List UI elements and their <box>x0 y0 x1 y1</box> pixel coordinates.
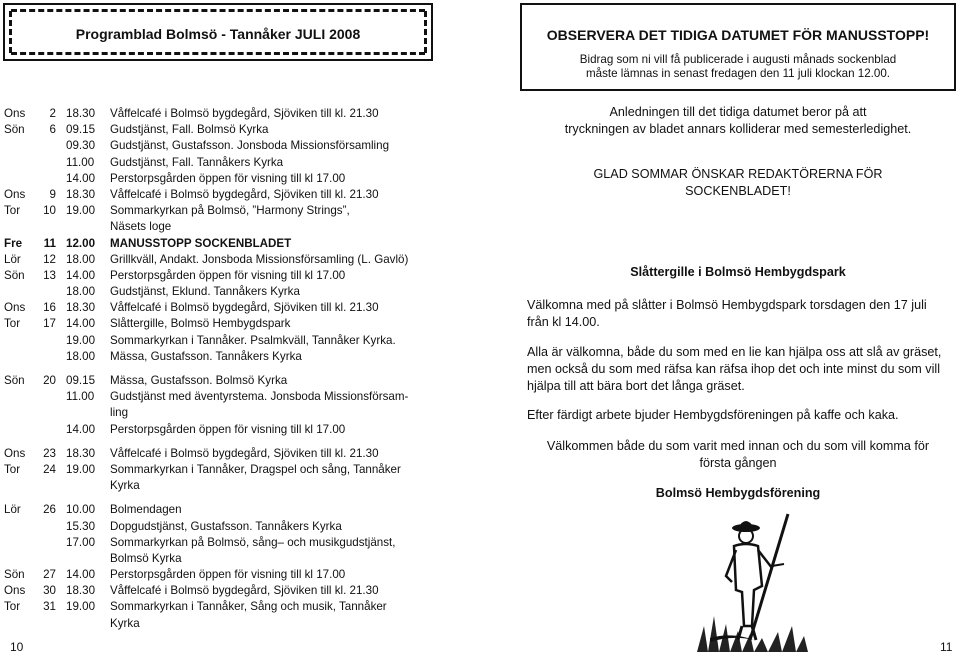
notice-line: måste lämnas in senast fredagen den 11 juli klockan 12.00. <box>586 67 890 80</box>
reason-text <box>527 104 949 138</box>
schedule-row <box>4 236 444 252</box>
welcome-paragraph <box>527 438 949 472</box>
schedule-event: Sommarkyrkan på Bolmsö, sång– och musikgudstjänst, <box>110 535 396 549</box>
schedule-day: Ons <box>4 301 26 315</box>
signature: Bolmsö Hembygdsförening <box>655 486 821 500</box>
schedule-time: 14.00 <box>66 317 96 331</box>
schedule-event: Kyrka <box>110 616 140 630</box>
schedule-row <box>4 268 444 284</box>
schedule-time: 18.30 <box>66 107 96 120</box>
schedule-time: 09.15 <box>66 123 96 137</box>
schedule-time: 11.00 <box>66 390 95 404</box>
schedule-day: Lör <box>4 503 21 517</box>
schedule-row <box>4 535 444 551</box>
border-decoration <box>11 52 425 55</box>
schedule-day: Tor <box>4 204 21 218</box>
schedule-day: Ons <box>4 187 26 201</box>
schedule-date: 26 <box>43 503 56 517</box>
schedule-time: 09.30 <box>66 139 96 153</box>
schedule-date: 23 <box>43 446 56 460</box>
schedule-event: Bolmsö Kyrka <box>110 551 182 565</box>
schedule-row <box>4 446 444 462</box>
schedule-day: Fre <box>4 236 23 250</box>
schedule-day: Tor <box>4 600 21 614</box>
schedule-time: 09.15 <box>66 374 96 387</box>
scythe-man-illustration <box>692 506 812 654</box>
notice-line: Bidrag som ni vill få publicerade i augusti månads sockenblad <box>579 53 897 66</box>
schedule-date: 27 <box>43 568 56 582</box>
schedule-time: 10.00 <box>66 503 96 517</box>
schedule-event: Våffelcafé i Bolmsö bygdegård, Sjöviken till kl. 21.30 <box>110 187 379 201</box>
schedule-date: 16 <box>43 301 56 315</box>
schedule-event: Perstorpsgården öppen för visning till kl 17.00 <box>110 268 346 282</box>
schedule-time: 18.30 <box>66 446 96 460</box>
welcome-line: Välkommen både du som varit med innan och du som vill komma för <box>546 439 930 453</box>
schedule-row <box>4 122 444 138</box>
notice-title: OBSERVERA DET TIDIGA DATUMET FÖR MANUSSTOPP! <box>546 27 930 43</box>
schedule-time: 14.00 <box>66 171 96 185</box>
schedule-row <box>4 203 444 219</box>
deadline-notice-box <box>520 3 956 91</box>
schedule-event: Bolmendagen <box>110 503 182 517</box>
schedule-event: Sommarkyrkan i Tannåker, Sång och musik, Tannåker <box>110 600 387 614</box>
schedule-row <box>4 599 444 615</box>
schedule-date: 30 <box>43 584 56 598</box>
slattergille-heading: Slåttergille i Bolmsö Hembygdspark <box>630 265 846 279</box>
greeting-line: SOCKENBLADET! <box>685 184 791 198</box>
schedule-time: 19.00 <box>66 462 96 476</box>
schedule-event: Gudstjänst, Eklund. Tannåkers Kyrka <box>110 285 300 299</box>
schedule-event: Grillkväll, Andakt. Jonsboda Missionsförsamling (L. Gavlö) <box>110 252 409 266</box>
schedule-row <box>4 462 444 478</box>
schedule-event: Våffelcafé i Bolmsö bygdegård, Sjöviken till kl. 21.30 <box>110 446 379 460</box>
schedule-date: 20 <box>43 374 56 387</box>
schedule-day: Tor <box>4 317 21 331</box>
schedule-time: 19.00 <box>66 333 96 347</box>
schedule-time: 18.00 <box>66 285 96 299</box>
schedule-row <box>4 502 444 518</box>
schedule-date: 17 <box>43 317 56 331</box>
schedule-time: 18.30 <box>66 301 96 315</box>
schedule-event: Gudstjänst, Gustafsson. Jonsboda Missionsförsamling <box>110 139 390 153</box>
schedule-row <box>4 138 444 154</box>
schedule-row <box>4 373 444 389</box>
row-gap <box>4 365 444 373</box>
schedule-row <box>4 219 444 235</box>
page-number-right: 11 <box>940 640 953 654</box>
schedule-event: Mässa, Gustafsson. Tannåkers Kyrka <box>110 349 302 363</box>
schedule-row <box>4 519 444 535</box>
schedule-time: 17.00 <box>66 535 96 549</box>
schedule-time: 14.00 <box>66 568 96 582</box>
schedule-event: Perstorpsgården öppen för visning till kl 17.00 <box>110 568 346 582</box>
schedule-row <box>4 389 444 405</box>
schedule-day: Sön <box>4 374 25 387</box>
page-number-left: 10 <box>10 640 24 654</box>
schedule-event: Våffelcafé i Bolmsö bygdegård, Sjöviken till kl. 21.30 <box>110 584 379 598</box>
schedule-event: Sommarkyrkan i Tannåker. Psalmkväll, Tannåker Kyrka. <box>110 333 396 347</box>
schedule-day: Ons <box>4 446 26 460</box>
schedule-date: 11 <box>43 236 56 250</box>
schedule-time: 12.00 <box>66 236 96 250</box>
schedule-time: 19.00 <box>66 204 96 218</box>
schedule-row <box>4 252 444 268</box>
reason-line: Anledningen till det tidiga datumet beror på att <box>609 105 867 119</box>
program-header-box <box>3 3 433 61</box>
schedule-row <box>4 616 444 632</box>
schedule-row <box>4 316 444 332</box>
schedule-row <box>4 349 444 365</box>
schedule-event: Kyrka <box>110 479 140 493</box>
schedule-day: Sön <box>4 268 25 282</box>
schedule-row <box>4 171 444 187</box>
schedule-time: 18.30 <box>66 584 96 598</box>
schedule-date: 6 <box>49 123 56 137</box>
schedule-row <box>4 551 444 567</box>
schedule-row <box>4 422 444 438</box>
row-gap <box>4 494 444 502</box>
schedule-row <box>4 567 444 583</box>
schedule-time: 14.00 <box>66 422 96 436</box>
slattergille-paragraph: Alla är välkomna, både du som med en lie kan hjälpa oss att slå av gräset, men också du som med räfsa kan räfsa ihop det och inte minst du som vill hjälpa till att bära bort det långa gräset. <box>527 345 942 393</box>
schedule-event: Slåttergille, Bolmsö Hembygdspark <box>110 317 291 331</box>
schedule-event: Gudstjänst, Fall. Bolmsö Kyrka <box>110 123 269 137</box>
schedule-row <box>4 478 444 494</box>
schedule-event: Dopgudstjänst, Gustafsson. Tannåkers Kyrka <box>110 519 342 533</box>
schedule-event: Sommarkyrkan i Tannåker, Dragspel och sång, Tannåker <box>110 462 401 476</box>
greeting-line: GLAD SOMMAR ÖNSKAR REDAKTÖRERNA FÖR <box>593 167 883 181</box>
schedule-event: Våffelcafé i Bolmsö bygdegård, Sjöviken till kl. 21.30 <box>110 301 379 315</box>
schedule-row <box>4 284 444 300</box>
schedule-event: Sommarkyrkan på Bolmsö, ”Harmony Strings”, <box>110 204 350 218</box>
schedule-date: 2 <box>49 107 56 120</box>
program-title: Programblad Bolmsö - Tannåker JULI 2008 <box>75 26 361 42</box>
schedule-row <box>4 155 444 171</box>
schedule-day: Ons <box>4 107 26 120</box>
schedule-event: Näsets loge <box>110 220 172 234</box>
schedule-row <box>4 583 444 599</box>
schedule-row <box>4 187 444 203</box>
schedule-row <box>4 405 444 421</box>
schedule-time: 18.30 <box>66 187 96 201</box>
schedule-row <box>4 300 444 316</box>
schedule-day: Sön <box>4 123 25 137</box>
slattergille-paragraph: Efter färdigt arbete bjuder Hembygdsföreningen på kaffe och kaka. <box>527 408 899 422</box>
summer-greeting <box>527 166 949 200</box>
slattergille-paragraph: Välkomna med på slåtter i Bolmsö Hembygdspark torsdagen den 17 juli från kl 14.00. <box>527 298 927 329</box>
row-gap <box>4 438 444 446</box>
schedule-event: Perstorpsgården öppen för visning till kl 17.00 <box>110 422 346 436</box>
schedule-time: 18.00 <box>66 349 96 363</box>
schedule-date: 10 <box>43 204 56 218</box>
schedule-row <box>4 333 444 349</box>
schedule-date: 12 <box>43 252 56 266</box>
schedule-event: MANUSSTOPP SOCKENBLADET <box>110 236 292 250</box>
schedule-time: 18.00 <box>66 252 96 266</box>
schedule-event: Gudstjänst, Fall. Tannåkers Kyrka <box>110 155 284 169</box>
schedule-event: Mässa, Gustafsson. Bolmsö Kyrka <box>110 374 288 387</box>
schedule-date: 13 <box>43 268 56 282</box>
schedule-date: 31 <box>43 600 56 614</box>
schedule-time: 19.00 <box>66 600 96 614</box>
schedule-day: Ons <box>4 584 26 598</box>
schedule-row <box>4 106 444 122</box>
schedule-day: Lör <box>4 252 21 266</box>
schedule-time: 15.30 <box>66 519 96 533</box>
schedule-time: 14.00 <box>66 268 96 282</box>
reason-line: tryckningen av bladet annars kolliderar med semesterledighet. <box>564 122 912 136</box>
schedule-event: Gudstjänst med äventyrstema. Jonsboda Missionsförsam- <box>110 390 409 404</box>
schedule-day: Sön <box>4 568 25 582</box>
welcome-line: första gången <box>699 456 777 470</box>
schedule-event: Våffelcafé i Bolmsö bygdegård, Sjöviken till kl. 21.30 <box>110 107 379 120</box>
schedule-time: 11.00 <box>66 155 95 169</box>
schedule-date: 24 <box>43 462 56 476</box>
schedule-day: Tor <box>4 462 21 476</box>
schedule-event: ling <box>110 406 129 420</box>
border-decoration <box>11 9 425 12</box>
event-schedule <box>4 106 444 632</box>
schedule-date: 9 <box>49 187 56 201</box>
schedule-event: Perstorpsgården öppen för visning till kl 17.00 <box>110 171 346 185</box>
